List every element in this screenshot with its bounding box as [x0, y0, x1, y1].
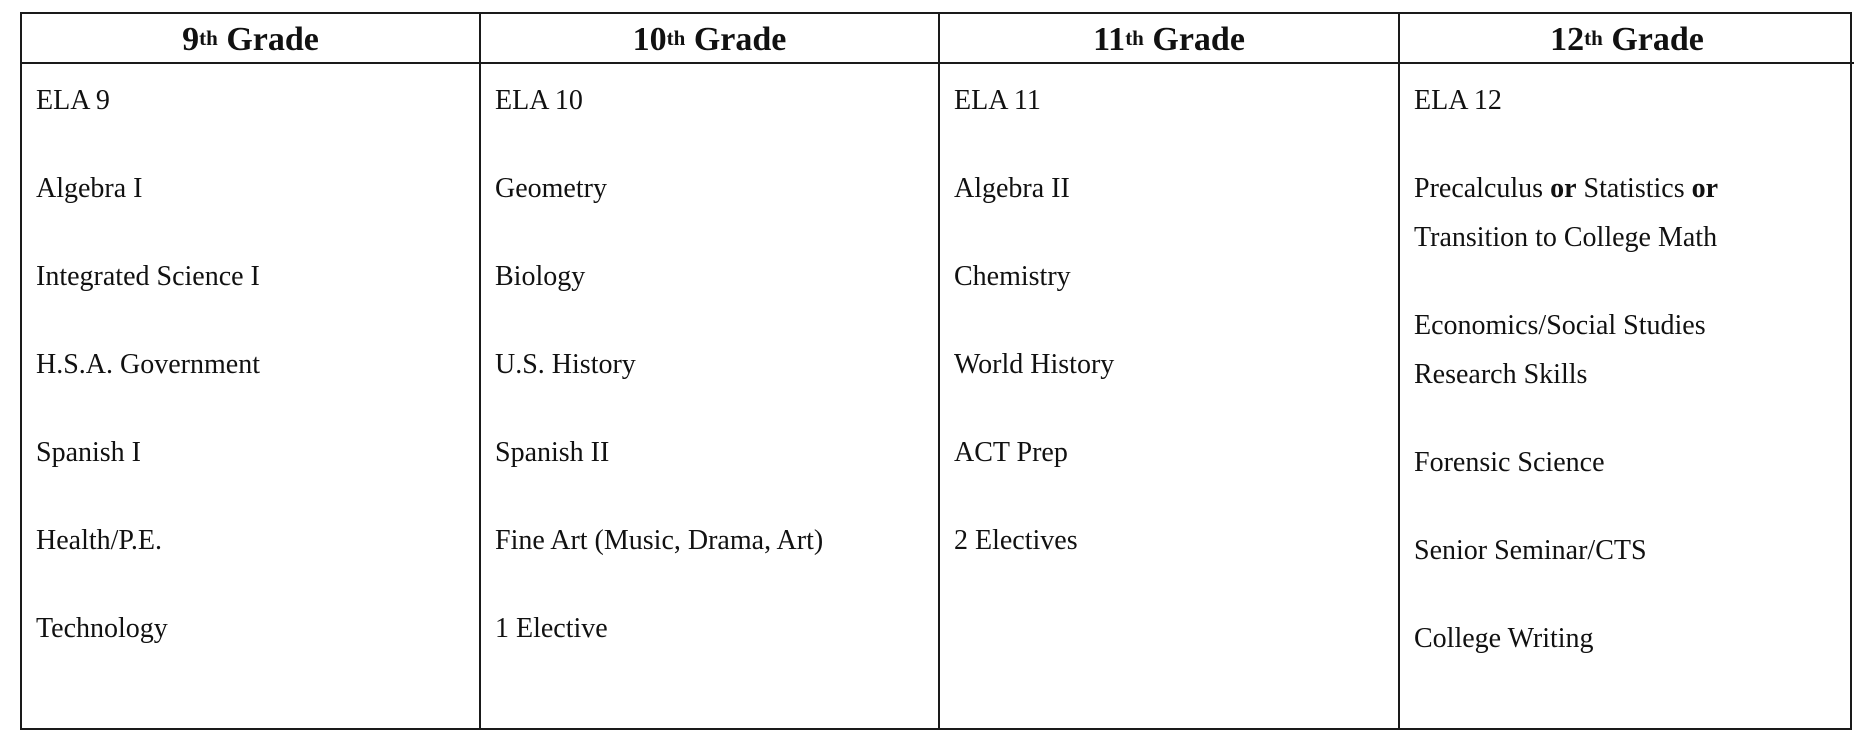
course-item: Algebra II	[954, 173, 1070, 204]
course-item: College Writing	[1414, 623, 1594, 654]
course-item: ELA 12	[1414, 85, 1502, 116]
course-item: 2 Electives	[954, 525, 1078, 556]
header-number: 10	[632, 21, 667, 58]
course-item: ELA 11	[954, 85, 1041, 116]
grade-12-courses	[1400, 64, 1854, 728]
course-item: ELA 9	[36, 85, 110, 116]
course-item: Spanish I	[36, 437, 141, 468]
course-item: Forensic Science	[1414, 447, 1605, 478]
course-option: Transition to College Math	[1414, 222, 1718, 253]
or-connector: or	[1550, 173, 1577, 204]
grade-11-courses	[940, 64, 1400, 728]
course-item: Chemistry	[954, 261, 1071, 292]
header-10th-grade: 10 $^{th}$ Grade	[481, 14, 940, 64]
header-word: Grade	[226, 21, 319, 58]
course-item: Geometry	[495, 173, 607, 204]
grade-10-courses	[481, 64, 940, 728]
course-item: 1 Elective	[495, 613, 608, 644]
course-item: Integrated Science I	[36, 261, 260, 292]
course-item: Health/P.E.	[36, 525, 162, 556]
header-number: 12	[1550, 21, 1585, 58]
header-word: Grade	[1611, 21, 1704, 58]
or-connector: or	[1691, 173, 1719, 204]
course-item: Senior Seminar/CTS	[1414, 535, 1647, 566]
header-9th-grade: 9 $^{th}$ Grade	[22, 14, 481, 64]
course-item: Algebra I	[36, 173, 143, 204]
math-options	[1414, 164, 1854, 213]
course-item: Economics/Social Studies	[1414, 310, 1706, 341]
header-11th-grade: 11 $^{th}$ Grade	[940, 14, 1400, 64]
course-item: Fine Art (Music, Drama, Art)	[495, 525, 824, 556]
course-item: ELA 10	[495, 85, 583, 116]
header-number: 9	[182, 21, 200, 58]
course-item: World History	[954, 349, 1115, 380]
header-number: 11	[1093, 21, 1126, 58]
course-option: Precalculus	[1414, 173, 1544, 204]
course-item: U.S. History	[495, 349, 636, 380]
course-item: Spanish II	[495, 437, 610, 468]
header-12th-grade: 12 $^{th}$ Grade	[1400, 14, 1854, 64]
course-item: Research Skills	[1414, 359, 1588, 390]
course-option: Statistics	[1583, 173, 1685, 204]
course-item: Technology	[36, 613, 168, 644]
course-table	[20, 12, 1852, 730]
header-word: Grade	[1152, 21, 1245, 58]
course-item: ACT Prep	[954, 437, 1068, 468]
course-item: H.S.A. Government	[36, 349, 260, 380]
grade-9-courses	[22, 64, 481, 728]
header-word: Grade	[693, 21, 787, 58]
course-item: Biology	[495, 261, 586, 292]
